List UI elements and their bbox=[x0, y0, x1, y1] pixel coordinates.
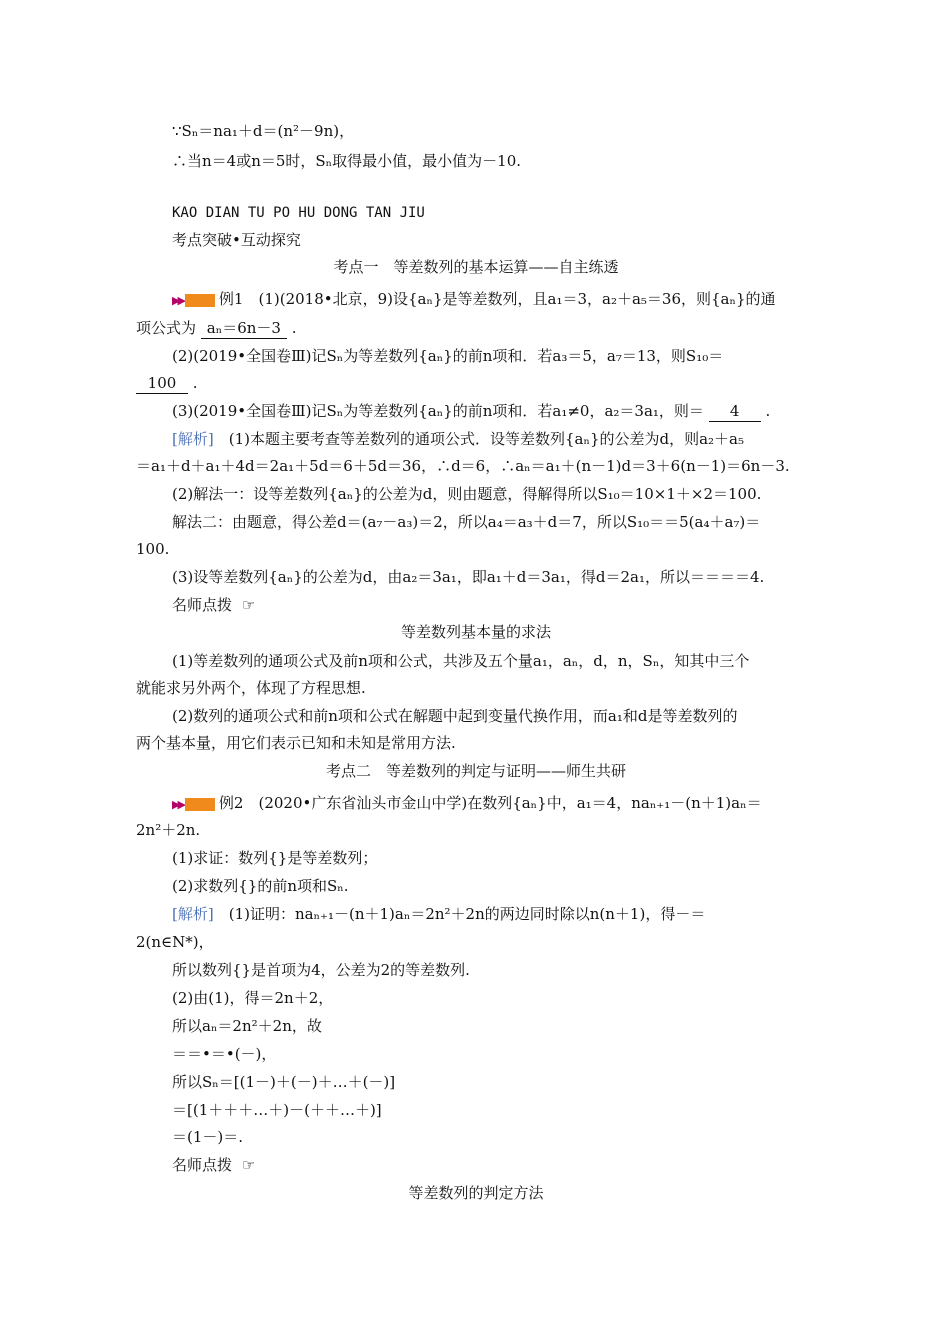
text-line bbox=[136, 373, 816, 394]
text-span: 名师点拨 bbox=[172, 1156, 233, 1174]
text-span: . bbox=[765, 402, 771, 420]
text-line: (2)(2019•全国卷Ⅲ)记Sₙ为等差数列{aₙ}的前n项和．若a₃＝5，a₇＝13，则S₁₀＝ bbox=[172, 347, 724, 365]
text-span: (1)本题主要考查等差数列的通项公式．设等差数列{aₙ}的公差为d，则a₂＋a₅ bbox=[213, 430, 745, 448]
text-line: (2)解法一：设等差数列{aₙ}的公差为d，则由题意，得解得所以S₁₀＝10×1＋×2＝100. bbox=[172, 485, 762, 503]
text-line: 所以Sₙ＝[(1－)＋(－)＋…＋(－)] bbox=[172, 1073, 396, 1091]
example-1-line bbox=[172, 289, 816, 311]
tip-title: 等差数列的判定方法 bbox=[408, 1184, 544, 1202]
text-span: (1)证明：naₙ₊₁－(n＋1)aₙ＝2n²＋2n的两边同时除以n(n＋1)，得－＝ bbox=[213, 905, 706, 923]
text-line: ＝a₁＋d＋a₁＋4d＝2a₁＋5d＝6＋5d＝36，∴d＝6，∴aₙ＝a₁＋(n－1)d＝3＋6(n－1)＝6n－3. bbox=[136, 457, 790, 475]
text-line: (3)设等差数列{aₙ}的公差为d，由a₂＝3a₁，即a₁＋d＝3a₁，得d＝2a₁，所以＝＝＝＝4. bbox=[172, 568, 765, 586]
text-line: 2(n∈N*)， bbox=[136, 933, 214, 951]
text-line: 两个基本量，用它们表示已知和未知是常用方法. bbox=[136, 734, 456, 752]
text-span: 项公式为 bbox=[136, 319, 197, 337]
topic-heading-1: 考点一 等差数列的基本运算——自主练透 bbox=[333, 258, 619, 276]
tip-label bbox=[172, 1155, 816, 1175]
text-line: 解法二：由题意，得公差d＝(a₇－a₃)＝2，所以a₄＝a₃＋d＝7，所以S₁₀＝＝5(a₄＋a₇)＝ bbox=[172, 513, 761, 531]
text-span: . bbox=[192, 374, 198, 392]
text-line: 所以aₙ＝2n²＋2n，故 bbox=[172, 1017, 322, 1035]
text-line: (2)由(1)，得＝2n＋2， bbox=[172, 989, 334, 1007]
example-marker-icon: ▶▶ bbox=[172, 290, 215, 311]
example-marker-icon: ▶▶ bbox=[172, 794, 215, 815]
example-1-text: 例1 (1)(2018•北京，9)设{aₙ}是等差数列，且a₁＝3，a₂＋a₅＝36，则{aₙ}的通 bbox=[218, 290, 776, 308]
section-pinyin: KAO DIAN TU PO HU DONG TAN JIU bbox=[172, 205, 425, 221]
example-2-text: 例2 (2020•广东省汕头市金山中学)在数列{aₙ}中，a₁＝4，naₙ₊₁－(n＋1)aₙ＝ bbox=[218, 794, 762, 812]
text-span: (3)(2019•全国卷Ⅲ)记Sₙ为等差数列{aₙ}的前n项和．若a₁≠0，a₂＝3a₁，则＝ bbox=[172, 402, 704, 420]
text-line: (2)求数列{}的前n项和Sₙ. bbox=[172, 877, 349, 895]
text-line: ∴当n＝4或n＝5时，Sₙ取得最小值，最小值为－10. bbox=[172, 152, 522, 170]
text-line: (2)数列的通项公式和前n项和公式在解题中起到变量代换作用，而a₁和d是等差数列的 bbox=[172, 707, 738, 725]
text-line: 100. bbox=[136, 540, 170, 558]
tip-label bbox=[172, 595, 816, 615]
text-line: 所以数列{}是首项为4，公差为2的等差数列. bbox=[172, 961, 470, 979]
answer-blank: 100 bbox=[136, 373, 188, 394]
text-line: 2n²＋2n. bbox=[136, 821, 201, 839]
text-line: ＝[(1＋＋＋…＋)－(＋＋…＋)] bbox=[172, 1101, 382, 1119]
text-span: 名师点拨 bbox=[172, 596, 233, 614]
answer-blank: aₙ＝6n－3 bbox=[201, 318, 287, 339]
pointing-hand-icon: ☞ bbox=[242, 1156, 256, 1174]
text-line: (1)求证：数列{}是等差数列； bbox=[172, 849, 378, 867]
text-line: ＝(1－)＝. bbox=[172, 1128, 244, 1146]
text-line: ∵Sₙ＝na₁＋d＝(n²－9n)， bbox=[172, 122, 355, 140]
text-line: ＝＝•＝•(－)， bbox=[172, 1045, 277, 1063]
analysis-label: [解析] bbox=[172, 905, 214, 923]
analysis-label: [解析] bbox=[172, 430, 214, 448]
text-line: 就能求另外两个，体现了方程思想. bbox=[136, 679, 366, 697]
tip-title: 等差数列基本量的求法 bbox=[400, 623, 551, 641]
topic-heading-2: 考点二 等差数列的判定与证明——师生共研 bbox=[325, 762, 626, 780]
text-line bbox=[172, 401, 816, 422]
example-2-line bbox=[172, 793, 816, 815]
text-line bbox=[136, 318, 816, 339]
text-line: (1)等差数列的通项公式及前n项和公式，共涉及五个量a₁，aₙ，d，n，Sₙ，知其中三个 bbox=[172, 652, 750, 670]
answer-blank: 4 bbox=[709, 401, 761, 422]
text-span: . bbox=[291, 319, 297, 337]
section-title: 考点突破•互动探究 bbox=[172, 231, 301, 249]
pointing-hand-icon: ☞ bbox=[242, 596, 256, 614]
text-line bbox=[172, 904, 816, 924]
text-line bbox=[172, 429, 816, 449]
